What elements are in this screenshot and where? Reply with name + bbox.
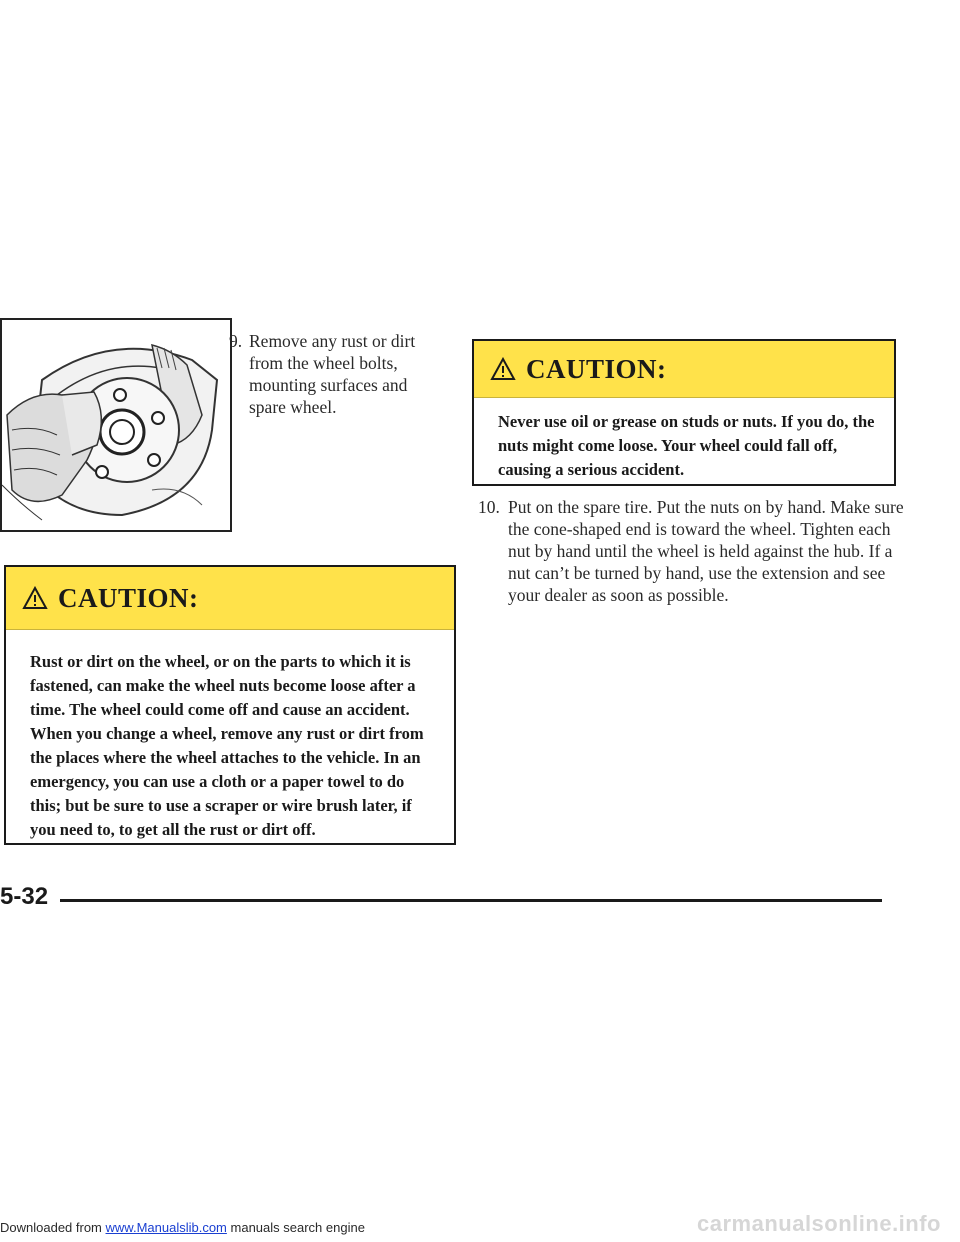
caution-title: CAUTION: [58, 582, 199, 613]
caution-box-rust-dirt [4, 565, 456, 845]
step-9-text: Remove any rust or dirt from the wheel bolts, mounting surfaces and spare wheel. [249, 331, 416, 417]
step-10-text: Put on the spare tire. Put the nuts on by hand. Make sure the cone-shaped end is toward the wheel. Tighten each nut by hand until the wheel is held against the hub. If a nut can’t be turned by hand, use the extension and see your dealer as soon as possible. [508, 497, 904, 605]
page-number: 5-32 [0, 883, 49, 910]
download-suffix: manuals search engine [230, 1220, 365, 1235]
download-prefix: Downloaded from [0, 1220, 102, 1235]
caution-body: Never use oil or grease on studs or nuts. If you do, the nuts might come loose. Your wheel could fall off, causing a serious accident. [498, 412, 875, 479]
caution-box-oil-grease [472, 339, 896, 486]
caution-header [474, 341, 894, 398]
warning-triangle-icon [22, 586, 48, 610]
caution-header [6, 567, 454, 630]
caution-body: Rust or dirt on the wheel, or on the parts to which it is fastened, can make the wheel nuts become loose after a time. The wheel could come off and cause an accident. When you change a wheel, remove any rust or dirt from the places where the wheel attaches to the vehicle. In an emergency, you can use a cloth or a paper towel to do this; but be sure to use a scraper or wire brush later, if you need to, to get all the rust or dirt off. [30, 652, 424, 839]
manualslib-link[interactable]: www.Manualslib.com [105, 1220, 227, 1235]
warning-triangle-icon [490, 357, 516, 381]
wheel-hub-drawing [2, 320, 230, 530]
step-10-number: 10. [478, 497, 500, 517]
download-source-bar [0, 1220, 365, 1235]
step-9-number: 9. [229, 331, 243, 351]
footer-rule [60, 899, 882, 902]
caution-title: CAUTION: [526, 353, 667, 384]
wheel-hub-illustration [0, 318, 232, 532]
watermark: carmanualsonline.info [697, 1211, 941, 1236]
